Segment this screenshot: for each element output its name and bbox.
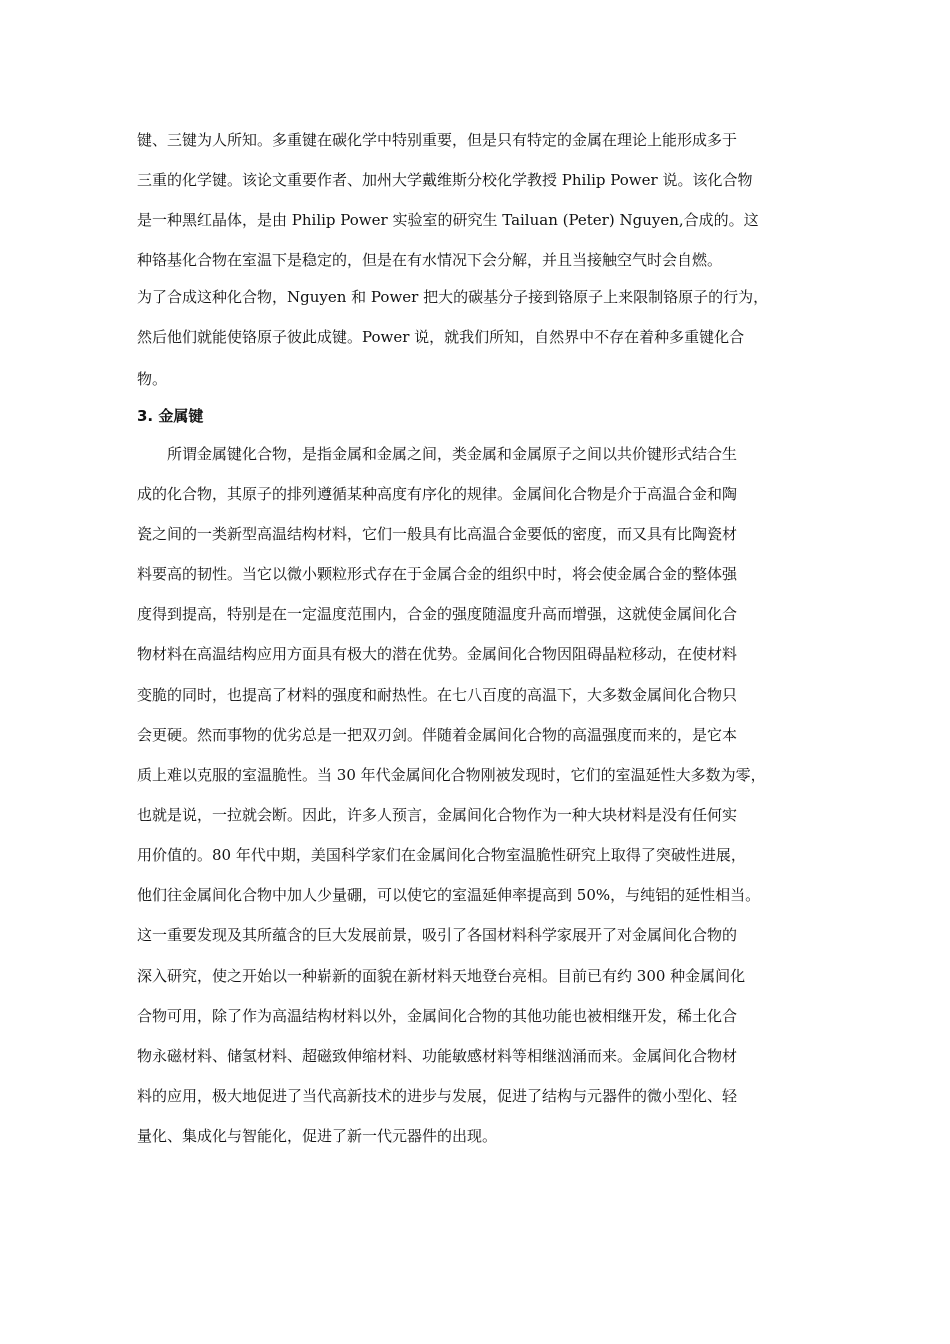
paragraph-line: 量化、集成化与智能化，促进了新一代元器件的出现。 (137, 1127, 498, 1145)
paragraph-line: 物材料在高温结构应用方面具有极大的潜在优势。金属间化合物因阻碍晶粒移动，在使材料 (137, 645, 738, 663)
paragraph-line: 所谓金属键化合物，是指金属和金属之间，类金属和金属原子之间以共价键形式结合生 (137, 445, 738, 463)
paragraph-line: 这一重要发现及其所蕴含的巨大发展前景，吸引了各国材料科学家展开了对金属间化合物的 (137, 926, 738, 944)
section-heading: 3. 金属键 (137, 407, 204, 425)
paragraph-line: 三重的化学键。该论文重要作者、加州大学戴维斯分校化学教授 Philip Power 说。该化合物 (137, 171, 753, 189)
paragraph-line: 合物可用，除了作为高温结构材料以外，金属间化合物的其他功能也被相继开发，稀土化合 (137, 1007, 738, 1025)
paragraph-line: 料要高的韧性。当它以微小颗粒形式存在于金属合金的组织中时，将会使金属合金的整体强 (137, 565, 738, 583)
paragraph-line: 成的化合物，其原子的排列遵循某种高度有序化的规律。金属间化合物是介于高温合金和陶 (137, 485, 738, 503)
paragraph-line: 然后他们就能使铬原子彼此成键。Power 说，就我们所知，自然界中不存在着种多重键化合 (137, 328, 745, 346)
paragraph-line: 他们往金属间化合物中加人少量硼，可以使它的室温延伸率提高到 50%，与纯铝的延性相当。 (137, 886, 761, 904)
paragraph-line: 变脆的同时，也提高了材料的强度和耐热性。在七八百度的高温下，大多数金属间化合物只 (137, 686, 738, 704)
paragraph-line: 键、三键为人所知。多重键在碳化学中特别重要，但是只有特定的金属在理论上能形成多于 (137, 131, 738, 149)
paragraph-line: 是一种黑红晶体，是由 Philip Power 实验室的研究生 Tailuan (Peter) Nguyen,合成的。这 (137, 211, 759, 229)
paragraph-line: 料的应用，极大地促进了当代高新技术的进步与发展，促进了结构与元器件的微小型化、轻 (137, 1087, 738, 1105)
paragraph-line: 用价值的。80 年代中期，美国科学家们在金属间化合物室温脆性研究上取得了突破性进展， (137, 846, 746, 864)
paragraph-line: 会更硬。然而事物的优劣总是一把双刃剑。伴随着金属间化合物的高温强度而来的，是它本 (137, 726, 738, 744)
paragraph-line: 物。 (137, 370, 168, 388)
paragraph-line: 质上难以克服的室温脆性。当 30 年代金属间化合物刚被发现时，它们的室温延性大多数为零， (137, 766, 766, 784)
paragraph-line: 度得到提高，特别是在一定温度范围内，合金的强度随温度升高而增强，这就使金属间化合 (137, 605, 738, 623)
paragraph-line: 也就是说，一拉就会断。因此，许多人预言，金属间化合物作为一种大块材料是没有任何实 (137, 806, 738, 824)
paragraph-line: 为了合成这种化合物，Nguyen 和 Power 把大的碳基分子接到铬原子上来限制铬原子的行为， (137, 288, 769, 306)
paragraph-line: 瓷之间的一类新型高温结构材料，它们一般具有比高温合金要低的密度，而又具有比陶瓷材 (137, 525, 738, 543)
paragraph-line: 物永磁材料、储氢材料、超磁致伸缩材料、功能敏感材料等相继汹涌而来。金属间化合物材 (137, 1047, 738, 1065)
paragraph-line: 种铬基化合物在室温下是稳定的，但是在有水情况下会分解，并且当接触空气时会自燃。 (137, 251, 723, 269)
paragraph-line: 深入研究，使之开始以一种崭新的面貌在新材料天地登台亮相。目前已有约 300 种金属间化 (137, 967, 746, 985)
